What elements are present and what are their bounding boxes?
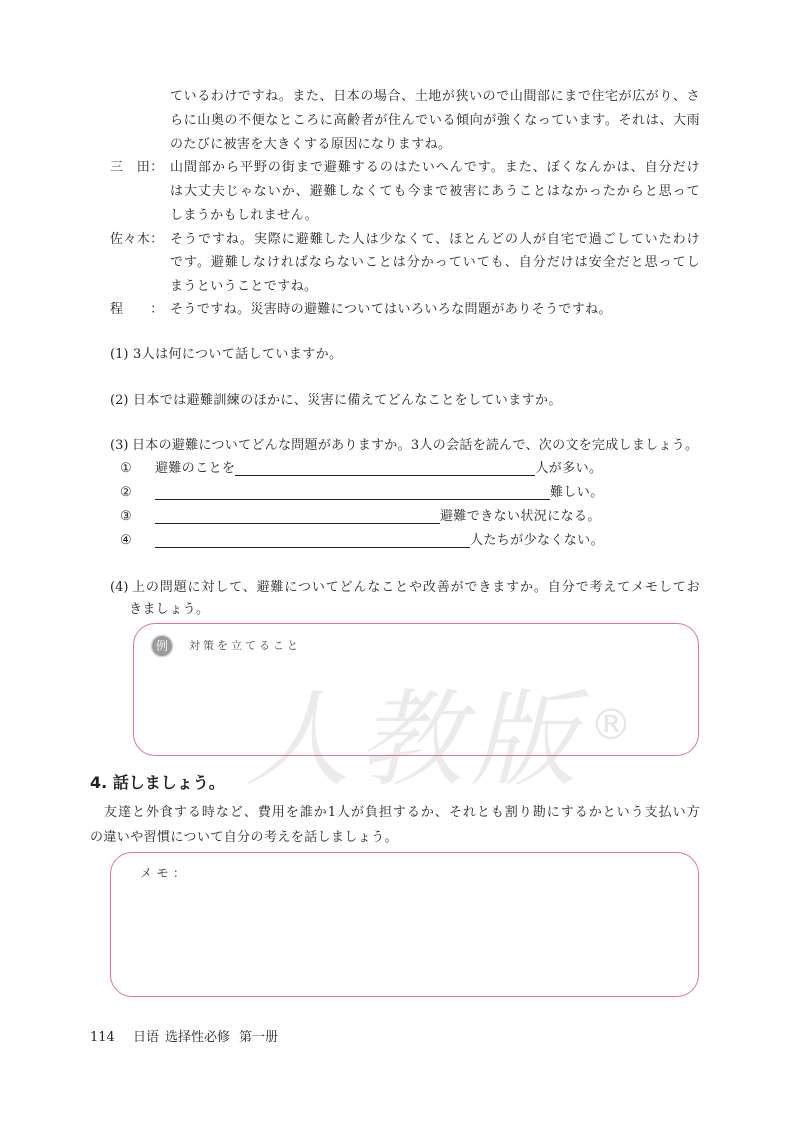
question-number: (3) bbox=[110, 438, 129, 453]
fill-in-sentence bbox=[155, 483, 604, 503]
dialogue-line: まうということですね。 bbox=[170, 279, 318, 294]
speaker-name: 程 ： bbox=[110, 302, 164, 317]
section-paragraph-line: 友達と外食する時など、費用を誰か1人が負担するか、それとも割り勘にするかという支払い方 bbox=[104, 805, 700, 820]
item-marker: ④ bbox=[120, 533, 132, 548]
page-number: 114 bbox=[90, 1030, 115, 1045]
sentence-end: 避難できない状況になる。 bbox=[440, 509, 601, 524]
question-text: 日本の避難についてどんな問題がありますか。3人の会話を読んで、次の文を完成しましょう。 bbox=[132, 438, 698, 453]
dialogue-line: のたびに被害を大きくする原因になりますね。 bbox=[170, 137, 452, 152]
sentence-start: 避難のことを bbox=[155, 461, 236, 476]
sentence-end: 難しい。 bbox=[550, 485, 604, 500]
item-marker: ③ bbox=[120, 509, 132, 524]
dialogue-line: そうですね。災害時の避難についてはいろいろな問題がありそうですね。 bbox=[170, 302, 612, 317]
example-badge: 例 bbox=[152, 636, 172, 656]
registered-mark: ® bbox=[590, 700, 632, 749]
speaker-name: 佐々木： bbox=[110, 232, 164, 247]
dialogue-line: しまうかもしれません。 bbox=[170, 208, 319, 223]
answer-blank bbox=[155, 533, 470, 548]
dialogue-line: は大丈夫じゃないか、避難しなくても今まで被害にあうことはなかったからと思って bbox=[170, 184, 700, 199]
question-text: 上の問題に対して、避難についてどんなことや改善ができますか。自分で考えてメモしてお bbox=[132, 580, 700, 595]
footer-course: 选择性必修 bbox=[165, 1030, 231, 1045]
question-number: (4) bbox=[110, 580, 129, 595]
memo-box bbox=[110, 852, 699, 997]
memo-label: メモ： bbox=[140, 866, 190, 880]
fill-in-sentence bbox=[155, 459, 602, 479]
answer-blank bbox=[155, 509, 440, 524]
question-number: (2) bbox=[110, 393, 129, 408]
footer-subject: 日语 bbox=[133, 1030, 160, 1045]
example-text: 対策を立てること bbox=[189, 639, 301, 652]
answer-blank bbox=[155, 485, 550, 500]
fill-in-sentence bbox=[155, 507, 601, 527]
dialogue-line: そうですね。実際に避難した人は少なくて、ほとんどの人が自宅で過ごしていたわけ bbox=[170, 232, 700, 247]
dialogue-line: らに山奥の不便なところに高齢者が住んでいる傾向が強くなっています。それは、大雨 bbox=[170, 113, 700, 128]
answer-blank bbox=[235, 461, 535, 476]
dialogue-line: 山間部から平野の街まで避難するのはたいへんです。また、ぼくなんかは、自分だけ bbox=[170, 160, 700, 175]
item-marker: ② bbox=[120, 485, 132, 500]
publisher-watermark: 人教版 bbox=[245, 679, 585, 801]
question-text: 日本では避難訓練のほかに、災害に備えてどんなことをしていますか。 bbox=[133, 393, 562, 408]
section-heading: 4. 話しましょう。 bbox=[90, 773, 225, 792]
item-marker: ① bbox=[120, 461, 132, 476]
dialogue-line: です。避難しなければならないことは分かっていても、自分だけは安全だと思ってし bbox=[170, 255, 700, 270]
question-text: きましょう。 bbox=[129, 602, 210, 617]
speaker-name: 三 田： bbox=[110, 160, 164, 175]
sentence-end: 人が多い。 bbox=[535, 461, 603, 476]
sentence-end: 人たちが少なくない。 bbox=[470, 533, 605, 548]
question-number: (1) bbox=[110, 347, 129, 362]
section-paragraph-line: の違いや習慣について自分の考えを話しましょう。 bbox=[90, 830, 398, 845]
fill-in-sentence bbox=[155, 531, 604, 551]
question-text: 3人は何について話していますか。 bbox=[133, 347, 343, 362]
dialogue-line: ているわけですね。また、日本の場合、土地が狭いので山間部にまで住宅が広がり、さ bbox=[170, 89, 700, 104]
footer-volume: 第一册 bbox=[239, 1030, 279, 1045]
